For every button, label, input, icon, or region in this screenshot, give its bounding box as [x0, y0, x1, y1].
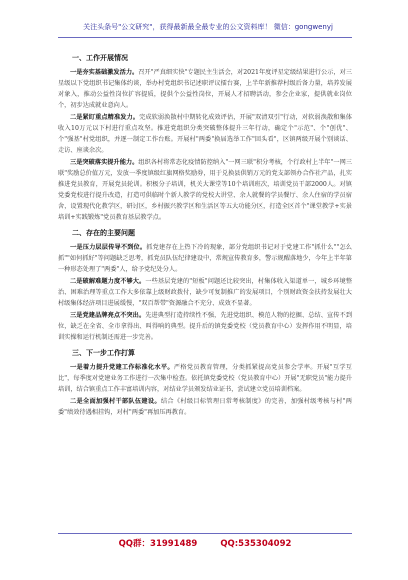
- paragraph-body: 组织各村将常态化疫情防控纳入"一网三联"积分考核，个行政村上半年"一网三联"奖励总价值万元，发放一季度镇级红旗网格奖励券，用于兑换县供销万元的党支部领办合作社产品，扎实推进党员教育，开展党员轮训。积极分子培训，机关大课堂等10个培训班次，培训党员干部2000人。对镇党委党校进行提升改造，打造可供临时个新人教学的党校大讲堂、余人就餐的学员餐厅、余人住宿的学员宿舍，设置现代化教学区，研讨区，乡村振兴教学区和生活区等五大功能分区，打造全区首个"课堂教学+实景培训+实践锻炼"党员教育基层教学点。: [58, 159, 352, 221]
- paragraph-body: 严格党员教育管理，分类抓紧提高党员参会学率。开展"互学互比"，每季度对党建业务工作进行一次集中检查。依托镇党委党校（党员教育中心）开展"无职党员"能力提升培训，结合镇重点工作丰富培训内容，对结业学员颁发结业证书，尝试建立党员培训档案。: [58, 364, 352, 393]
- paragraph-body: 召开"严真细实快"专题民主生活会，对2021年度评星定级结果进行公示，对三星级以下党组织书记集体约谈，举办村党组织书记述职评议擂台赛，上半年新推荐村级后备力量，培养发展对象入，推动公益性岗位扩容提质，提供个公益性岗位，开展人才招聘活动，参会企业家，提供就业岗位个，初步达成就业意向人。: [58, 69, 352, 109]
- paragraph-lead: 三是突破落实提升能力。: [70, 159, 139, 166]
- header-divider: [58, 37, 352, 38]
- paragraph-lead: 三是党建品牌亮点不突出。: [70, 312, 146, 319]
- paragraph: [58, 242, 352, 275]
- section-heading: 二、存在的主要问题: [72, 229, 135, 237]
- paragraph-body: 完成软弱涣散村中期转化成效评估，开展"双清双引"行动，对软弱涣散和集体收入10万元以下村进行重点攻坚。推进党组织分类突破整体提升三年行动，确定个"示范"、个"创优"、个"强基"村党组织，并逐一制定工作台账。开展村"两委"换届选举工作"回头看"，区镇两级开展个别谈话、走访、座谈余次。: [58, 114, 352, 154]
- section-heading: 一、工作开展情况: [72, 54, 128, 62]
- paragraph-lead: 一是着力提升党建工作标准化水平。: [70, 364, 174, 371]
- paragraph-lead: 二是紧盯重点精准发力。: [70, 114, 140, 121]
- footer-contact: [58, 538, 352, 550]
- header-banner: 关注头条号"公文研究"，获得最新最全最专业的公文资料库！ 微信：gongwenyj: [83, 23, 333, 31]
- qq-number-text: QQ:535304092: [220, 539, 292, 549]
- qq-group-text: QQ群：31991489: [118, 539, 198, 549]
- paragraph-body: 结合《村级目标管理日常考核制度》的完善，加强村级考核与村"两委"绩效待遇相挂钩，对村"两委"再加压再教育。: [58, 398, 352, 416]
- document-body: [58, 48, 352, 419]
- paragraph-body: 抓党建存在上热下冷的现象，部分党组织书记对于党建工作"抓什么""怎么抓""如何抓好"等问题缺乏思考，抓党员队伍纪律建设中，常规宣传教育多，警示规醒落地少，今年上半年第一种形态处理了"两委"人，给予党纪处分人。: [58, 244, 352, 273]
- paragraph: [58, 310, 352, 343]
- paragraph: [58, 157, 352, 223]
- paragraph-lead: 二是全面加强村干部队伍建设。: [70, 398, 161, 405]
- footer-divider: [58, 533, 352, 534]
- paragraph: [58, 276, 352, 309]
- paragraph: [58, 112, 352, 156]
- paragraph-lead: 一是夯实基础激发活力。: [70, 69, 139, 76]
- paragraph: [58, 67, 352, 111]
- paragraph: [58, 396, 352, 418]
- paragraph-body: 先进典型打造持续性不强，先进党组织、模范人物的挖掘、总结、宣传不到位，缺乏在全省、全市拿得出、叫得响的典型。提升后的镇党委党校（党员教育中心）发挥作用不明显，培训实操和运行机制还需进一步完善。: [58, 312, 353, 341]
- paragraph-lead: 二是破解难题力度不够大。: [70, 278, 146, 285]
- paragraph: [58, 362, 352, 395]
- section-heading: 三、下一步工作打算: [72, 349, 135, 357]
- paragraph-lead: 一是压力层层传导不到位。: [70, 244, 147, 251]
- paragraph-body: 一些基层党建的"短板"问题还比较突出，村集体收入渠道单一，城乡环境整治、困难治理等重点工作大多依靠上级财政拨付，缺少可复制推广的发展项目，个别财政资金扶持发展壮大村级集体经济项目进展缓慢，"双百帮带"资源融合不充分、成效不显著。: [58, 278, 353, 307]
